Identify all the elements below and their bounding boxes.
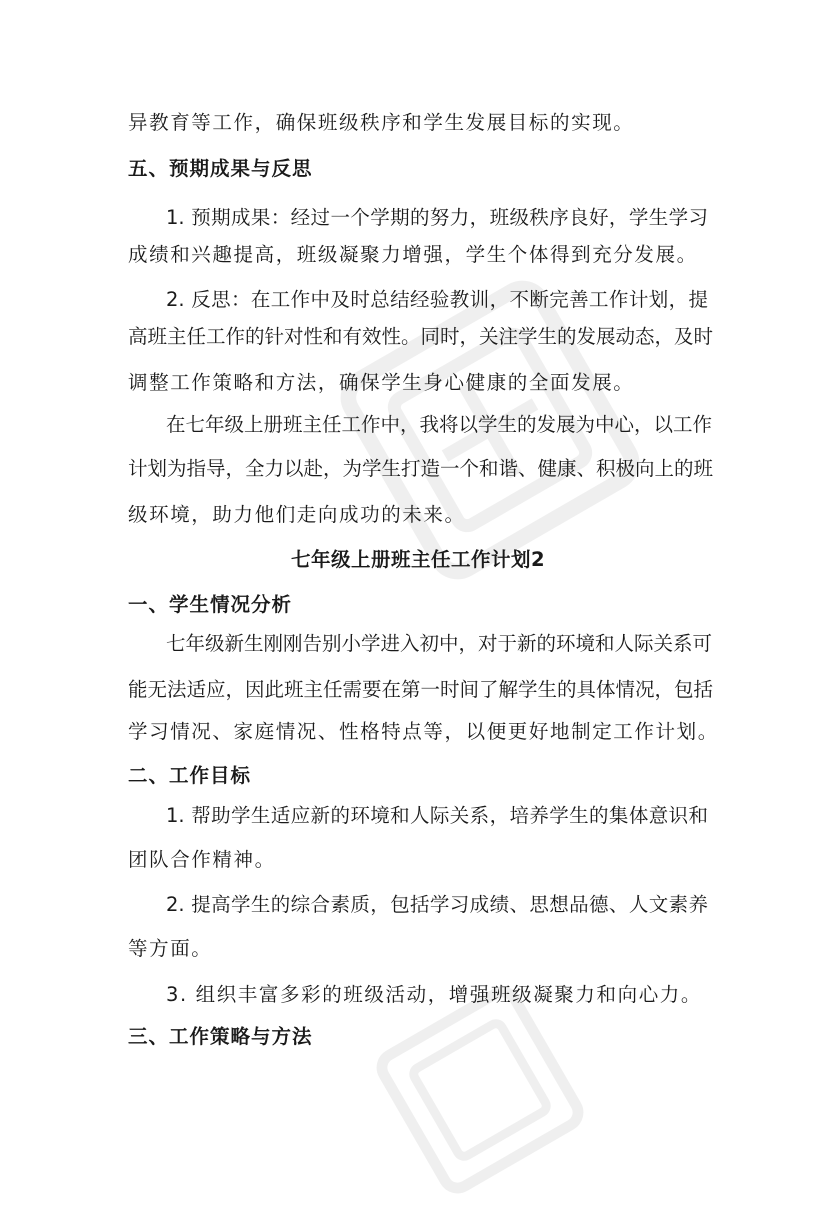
- paragraph-line: 1. 帮助学生适应新的环境和人际关系，培养学生的集体意识和: [166, 804, 708, 827]
- paragraph-line: 高班主任工作的针对性和有效性。同时，关注学生的发展动态，及时: [128, 325, 714, 348]
- paragraph-line: 异教育等工作，确保班级秩序和学生发展目标的实现。: [128, 111, 635, 134]
- section-heading-goals: 二、工作目标: [128, 764, 252, 787]
- paragraph-line: 学习情况、家庭情况、性格特点等，以便更好地制定工作计划。: [128, 720, 719, 743]
- paragraph-line: 调整工作策略和方法，确保学生身心健康的全面发展。: [128, 371, 635, 394]
- section-heading-student-analysis: 一、学生情况分析: [128, 593, 293, 616]
- section-heading-outcomes: 五、预期成果与反思: [128, 157, 313, 180]
- paragraph-line: 等方面。: [128, 937, 213, 960]
- paragraph-line: 3. 组织丰富多彩的班级活动，增强班级凝聚力和向心力。: [166, 983, 703, 1006]
- paragraph-line: 在七年级上册班主任工作中，我将以学生的发展为中心，以工作: [166, 413, 713, 436]
- paragraph-line: 2. 提高学生的综合素质，包括学习成绩、思想品德、人文素养: [166, 893, 708, 916]
- paragraph-line: 团队合作精神。: [128, 848, 276, 871]
- section-heading-strategies: 三、工作策略与方法: [128, 1025, 313, 1048]
- paragraph-line: 能无法适应，因此班主任需要在第一时间了解学生的具体情况，包括: [128, 678, 714, 701]
- document-title: 七年级上册班主任工作计划2: [290, 548, 546, 571]
- paragraph-line: 七年级新生刚刚告别小学进入初中，对于新的环境和人际关系可: [166, 632, 713, 655]
- paragraph-line: 计划为指导，全力以赴，为学生打造一个和谐、健康、积极向上的班: [128, 457, 714, 480]
- paragraph-line: 2. 反思：在工作中及时总结经验教训，不断完善工作计划，提: [166, 288, 708, 311]
- paragraph-line: 1. 预期成果：经过一个学期的努力，班级秩序良好，学生学习: [166, 206, 708, 229]
- paragraph-line: 成绩和兴趣提高，班级凝聚力增强，学生个体得到充分发展。: [128, 243, 698, 266]
- paragraph-line: 级环境，助力他们走向成功的未来。: [128, 503, 466, 526]
